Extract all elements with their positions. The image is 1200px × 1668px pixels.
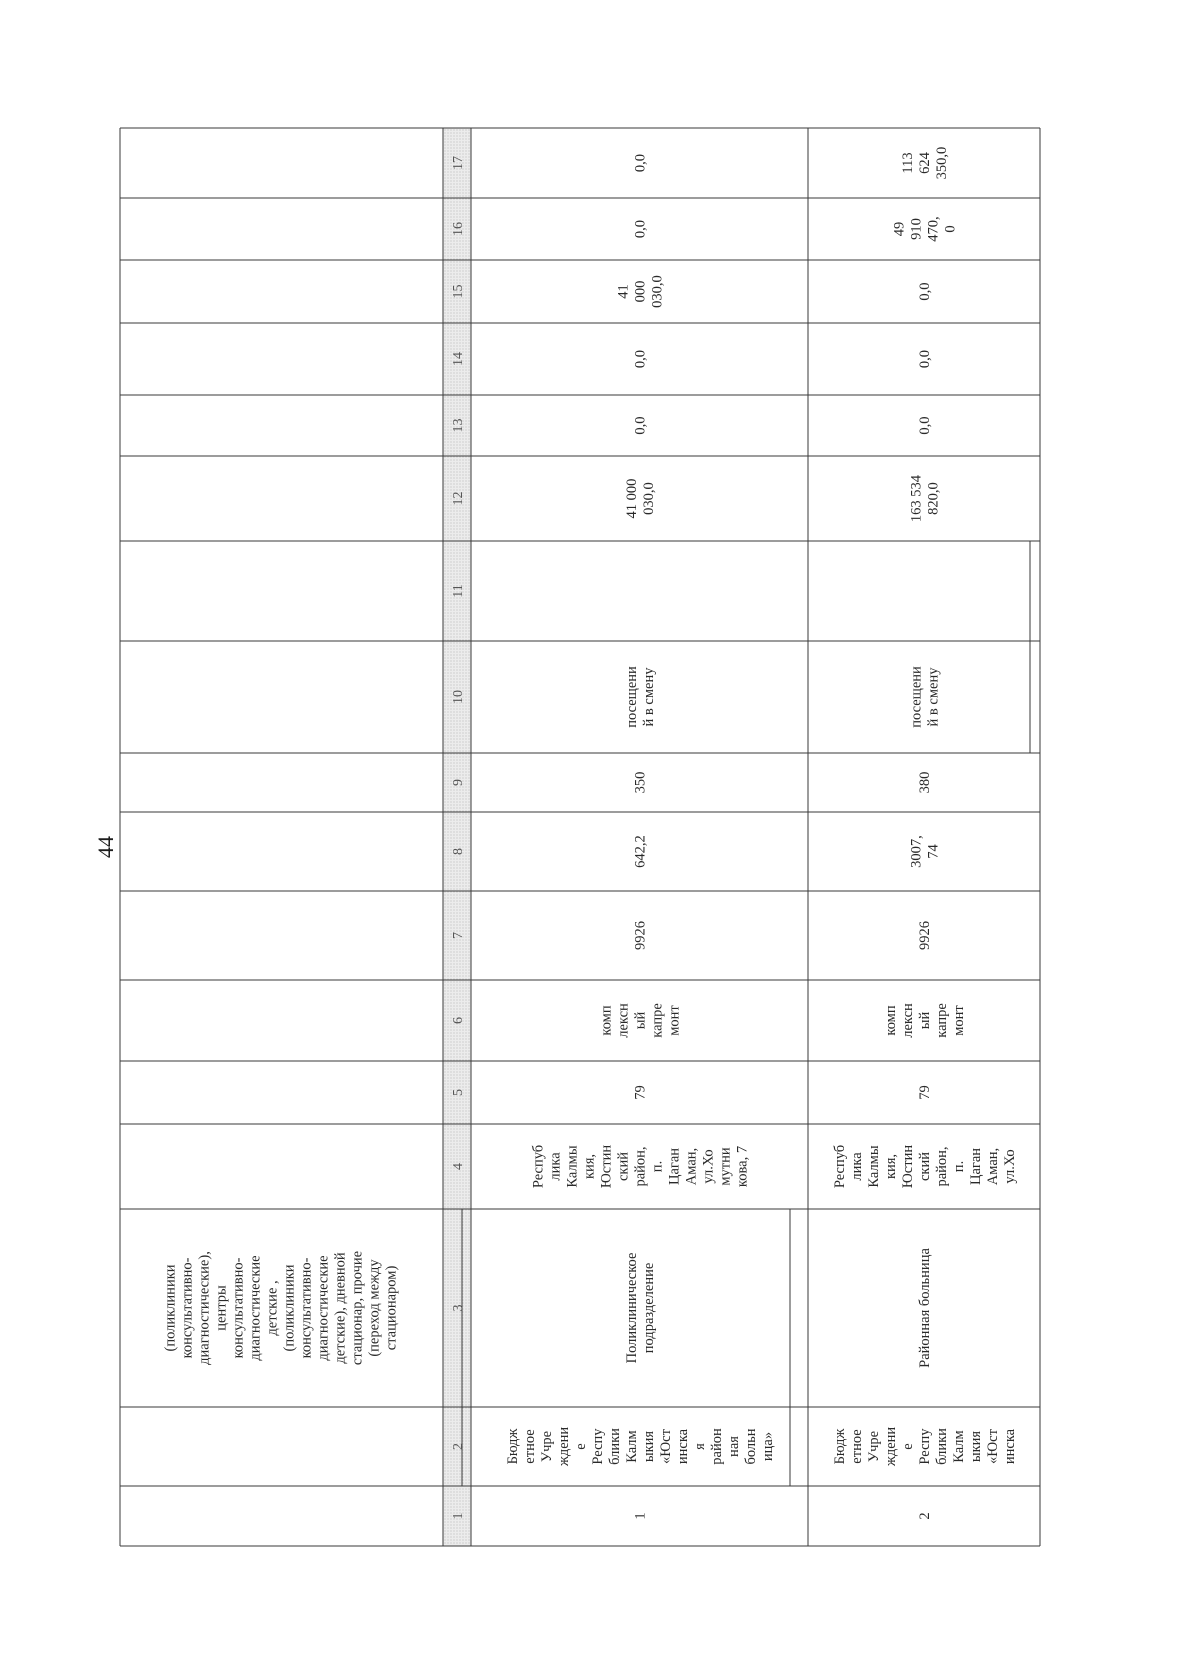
- cell-r2-c2-line: «Юст: [985, 1429, 1001, 1464]
- cell-r2-c12: [909, 474, 942, 522]
- cell-r1-c10: [624, 666, 657, 728]
- cell-r1-c4-line: район,: [632, 1146, 649, 1187]
- cell-r2-c17: [900, 147, 950, 180]
- cell-r2-c4-line: Юстин: [900, 1144, 916, 1189]
- cell-r1-c10-line: й в смену: [641, 667, 657, 727]
- cell-r1-c2-line: инска: [675, 1428, 691, 1465]
- header-continuation-text-line: детские ,: [264, 1280, 281, 1336]
- column-number: 5: [451, 1089, 466, 1096]
- cell-r1-c13-line: 0,0: [632, 416, 649, 435]
- cell-r2-c16-line: 470,: [925, 216, 942, 242]
- cell-r2-c14: [917, 350, 933, 368]
- cell-r2-c5: 79: [917, 1085, 933, 1100]
- column-number: 2: [451, 1443, 466, 1450]
- cell-r1-c6-line: лексн: [615, 1003, 632, 1038]
- cell-r2-c3-line: Районная больница: [917, 1248, 933, 1368]
- cell-r1-c2-line: Бюдж: [505, 1428, 521, 1465]
- header-continuation-text-line: стационар, прочие: [349, 1250, 366, 1366]
- column-number: 9: [451, 779, 466, 786]
- cell-r1-c2-line: ная: [726, 1436, 742, 1457]
- cell-r1-c4-line: лика: [547, 1152, 564, 1181]
- column-number: 12: [451, 491, 466, 506]
- cell-r1-c15: [616, 275, 666, 308]
- cell-r2-c2-line: Респу: [917, 1428, 933, 1465]
- cell-r1-c2-line: больн: [743, 1428, 759, 1465]
- cell-r1-c13: [633, 416, 649, 434]
- cell-r1-c6-line: монт: [666, 1005, 683, 1036]
- cell-r2-c4-line: ский: [917, 1152, 933, 1181]
- cell-r1-c4-line: Респуб: [530, 1144, 547, 1189]
- cell-r1-c6: [599, 1003, 683, 1038]
- cell-r1-c2-line: Респу: [590, 1428, 606, 1465]
- column-number: 17: [451, 156, 466, 170]
- cell-r2-c2-line: е: [900, 1443, 916, 1450]
- cell-r2-c2-line: блики: [934, 1428, 950, 1465]
- cell-r1-c4-line: ский: [615, 1152, 632, 1181]
- cell-r1-c2-line: район: [709, 1428, 725, 1465]
- cell-r1-c15-line: 000: [632, 280, 649, 303]
- column-number: 13: [451, 418, 466, 433]
- column-number-row-bg: [443, 128, 471, 1546]
- cell-r2-c16-line: 0: [942, 225, 959, 233]
- cell-r2-c4-line: п.: [951, 1160, 967, 1173]
- cell-r2-c2-line: ждени: [883, 1426, 899, 1467]
- cell-r1-c16: [633, 220, 649, 238]
- cell-r1-c4-line: ул.Хо: [700, 1149, 717, 1184]
- cell-r1-c10-line: посещени: [624, 666, 640, 728]
- cell-r2-c6-line: ый: [917, 1011, 933, 1030]
- cell-r2-c2-line: етное: [849, 1429, 865, 1464]
- cell-r2-c13: [917, 416, 933, 434]
- cell-r2-c2: [832, 1427, 1018, 1468]
- cell-r2-c4-line: лика: [849, 1152, 865, 1181]
- cell-r2-c4-line: Калмы: [866, 1145, 882, 1188]
- cell-r1-c4: [531, 1145, 751, 1188]
- cell-r1-c17: [633, 154, 649, 172]
- cell-r1-c4-line: Цаган: [666, 1147, 683, 1186]
- cell-r2-c10-line: посещени: [908, 666, 925, 728]
- cell-r1-c4-line: кова, 7: [734, 1145, 751, 1188]
- header-continuation-text-line: (поликлиники: [162, 1264, 179, 1352]
- cell-r2-c2-line: ыкия: [968, 1430, 984, 1463]
- cell-r1-c17-line: 0,0: [632, 153, 649, 173]
- cell-r2-c2-line: инска: [1002, 1428, 1018, 1465]
- cell-r1-c7: 9926: [632, 921, 649, 950]
- cell-r2-c6-line: монт: [951, 1005, 967, 1036]
- column-number: 3: [451, 1304, 466, 1312]
- cell-r2-c9: 380: [917, 771, 933, 794]
- cell-r2-c17-line: 624: [917, 152, 933, 174]
- cell-r1-c15-line: 030,0: [649, 275, 666, 308]
- cell-r2-c2-line: Калм: [951, 1430, 967, 1463]
- header-continuation-text-line: детские), дневной: [332, 1252, 349, 1364]
- cell-r1-c4-line: кия,: [581, 1153, 598, 1180]
- cell-r2-c17-line: 350,0: [934, 146, 950, 180]
- cell-r2-c8-line: 3007,: [908, 835, 925, 868]
- cell-r2-c15: [917, 282, 933, 300]
- header-continuation-text-line: консультативно-: [230, 1257, 247, 1359]
- cell-r2-c14-line: 0,0: [917, 349, 933, 369]
- cell-r2-c2-line: Учре: [866, 1430, 882, 1463]
- cell-r2-c3: [917, 1248, 933, 1368]
- cell-r2-c12-line: 820,0: [925, 482, 942, 515]
- cell-r2-c4-line: Аман,: [985, 1147, 1001, 1186]
- cell-r1-c8-line: 642,2: [632, 835, 649, 868]
- cell-r2-c10-line: й в смену: [925, 667, 942, 727]
- cell-r2-c4-line: Респуб: [832, 1144, 848, 1189]
- cell-r1-c3-line: Поликлиническое: [624, 1252, 640, 1364]
- cell-r2-c4-line: кия,: [883, 1153, 899, 1180]
- header-continuation-text-line: диагностические: [247, 1255, 264, 1361]
- column-number: 6: [451, 1017, 466, 1024]
- header-continuation-text-line: (переход между: [366, 1259, 383, 1357]
- cell-r1-c3: [624, 1253, 657, 1364]
- cell-r2-c4-line: Цаган: [968, 1147, 984, 1186]
- cell-r2-c15-line: 0,0: [917, 282, 933, 301]
- cell-r1-c2-line: ыкия: [641, 1430, 657, 1463]
- column-number: 7: [451, 932, 466, 939]
- cell-r1-c4-line: Аман,: [683, 1147, 700, 1186]
- cell-r1-c12: [624, 479, 657, 519]
- column-number: 4: [451, 1163, 466, 1170]
- cell-r2-c7: 9926: [917, 921, 933, 950]
- cell-r1-c14: [633, 350, 649, 368]
- cell-r1-c2-line: блики: [607, 1428, 623, 1465]
- cell-r2-c6-line: капре: [934, 1003, 950, 1038]
- header-continuation-text-line: (поликлиники: [281, 1264, 298, 1352]
- cell-r2-c1: 2: [917, 1512, 933, 1520]
- header-continuation-text: [163, 1251, 400, 1365]
- cell-r2-c17-line: 113: [900, 152, 916, 174]
- cell-r1-c2-line: «Юст: [658, 1429, 674, 1464]
- cell-r1-c8: [633, 835, 649, 868]
- header-continuation-text-line: стационаром): [383, 1265, 400, 1351]
- cell-r1-c4-line: Калмы: [564, 1145, 581, 1188]
- cell-r2-c2-line: Бюдж: [832, 1428, 848, 1465]
- table-text: [163, 147, 1019, 1520]
- cell-r1-c2-line: я: [692, 1443, 708, 1450]
- cell-r1-c6-line: ый: [632, 1011, 649, 1030]
- cell-r1-c2-line: етное: [522, 1429, 538, 1464]
- cell-r2-c13-line: 0,0: [917, 416, 933, 435]
- cell-r2-c16: [892, 216, 959, 241]
- cell-r1-c6-line: капре: [649, 1003, 666, 1038]
- header-continuation-text-line: консультативно-: [179, 1257, 196, 1359]
- cell-r1-c14-line: 0,0: [632, 349, 649, 369]
- cell-r1-c2-line: Учре: [539, 1430, 555, 1463]
- header-continuation-text-line: диагностические: [315, 1255, 332, 1361]
- cell-r1-c2-line: Калм: [624, 1430, 640, 1463]
- cell-r1-c4-line: п.: [649, 1160, 666, 1173]
- cell-r1-c16-line: 0,0: [632, 219, 649, 239]
- cell-r2-c16-line: 49: [891, 221, 908, 237]
- column-number: 8: [451, 848, 466, 855]
- cell-r2-c6-line: лексн: [900, 1003, 916, 1038]
- column-number: 10: [451, 690, 466, 704]
- cell-r1-c15-line: 41: [615, 284, 632, 299]
- cell-r1-c3-line: подразделение: [641, 1262, 657, 1354]
- column-number: 14: [451, 352, 466, 366]
- cell-r1-c12-line: 030,0: [641, 482, 657, 515]
- cell-r2-c8-line: 74: [925, 844, 942, 859]
- cell-r1-c1: 1: [632, 1512, 649, 1520]
- cell-r1-c2-line: ица»: [760, 1431, 776, 1462]
- header-continuation-text-line: диагностические),: [196, 1251, 213, 1365]
- cell-r2-c12-line: 163 534: [908, 474, 925, 523]
- header-continuation-text-line: центры: [213, 1285, 230, 1331]
- cell-r2-c4-line: ул.Хо: [1002, 1149, 1018, 1184]
- cell-r1-c4-line: Юстин: [598, 1144, 615, 1189]
- header-continuation-text-line: консультативно-: [298, 1257, 315, 1359]
- cell-r1-c5: 79: [632, 1085, 649, 1100]
- cell-r1-c9: 350: [632, 771, 649, 794]
- cell-r1-c12-line: 41 000: [624, 478, 640, 519]
- cell-r2-c6-line: комп: [883, 1005, 899, 1036]
- cell-r2-c4-line: район,: [934, 1146, 950, 1187]
- column-number: 11: [451, 584, 466, 598]
- column-number: 15: [451, 284, 466, 299]
- cell-r2-c6: [883, 1003, 967, 1038]
- cell-r1-c2: [505, 1427, 776, 1468]
- cell-r1-c2-line: е: [573, 1443, 589, 1450]
- cell-r2-c4: [832, 1145, 1018, 1188]
- cell-r2-c8: [909, 835, 942, 868]
- cell-r1-c4-line: мутни: [717, 1147, 734, 1186]
- cell-r2-c16-line: 910: [908, 218, 925, 240]
- page-number: 44: [93, 836, 118, 858]
- column-number: 1: [451, 1512, 466, 1520]
- cell-r1-c6-line: комп: [598, 1005, 615, 1036]
- cell-r1-c2-line: ждени: [556, 1426, 572, 1467]
- column-number: 16: [451, 222, 466, 236]
- cell-r2-c10: [909, 666, 942, 728]
